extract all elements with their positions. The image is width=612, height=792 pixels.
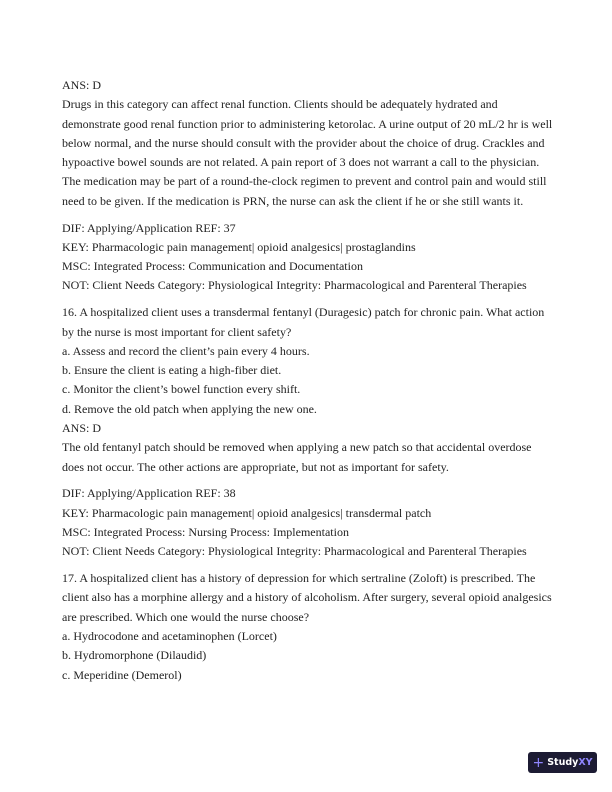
badge-suffix: XY — [578, 757, 593, 768]
option-a: a. Assess and record the client’s pain every 4 hours. — [62, 343, 310, 358]
question-text: 17. A hospitalized client has a history of depression for which sertraline (Zoloft) is prescribed. The client also has a morphine allergy and a history of alcoholism. After surgery, several opioid analgesics are prescribed. Which one would the nurse choose? — [62, 571, 552, 624]
difficulty: DIF: Applying/Application REF: 37 — [62, 220, 236, 235]
keywords: KEY: Pharmacologic pain management| opioid analgesics| transdermal patch — [62, 505, 432, 520]
difficulty: DIF: Applying/Application REF: 38 — [62, 486, 236, 501]
client-needs: NOT: Client Needs Category: Physiological Integrity: Pharmacological and Parenteral Therapies — [62, 544, 527, 559]
studyxy-badge[interactable] — [528, 752, 597, 773]
plus-icon: + — [532, 754, 545, 771]
question-16 — [62, 303, 554, 477]
msc: MSC: Integrated Process: Communication and Documentation — [62, 259, 363, 274]
option-b: b. Hydromorphone (Dilaudid) — [62, 648, 207, 663]
rationale: Drugs in this category can affect renal function. Clients should be adequately hydrated and demonstrate good renal function prior to administering ketorolac. A urine output of 20 mL/2 hr is well below normal, and the nurse should consult with the provider about the choice of drug. Crackles and hypoactive bowel sounds are not related. A pain report of 3 does not warrant a call to the physician. The medication may be part of a round-the-clock regimen to prevent and control pain and would still need to be given. If the medication is PRN, the nurse can ask the client if he or she still wants it. — [62, 97, 553, 208]
question-15-metadata — [62, 219, 554, 296]
option-b: b. Ensure the client is eating a high-fiber diet. — [62, 363, 282, 378]
msc: MSC: Integrated Process: Nursing Process: Implementation — [62, 525, 349, 540]
answer: ANS: D — [62, 78, 102, 92]
rationale: The old fentanyl patch should be removed when applying a new patch so that accidental overdose does not occur. The other actions are appropriate, but not as important for safety. — [62, 440, 532, 474]
answer: ANS: D — [62, 421, 102, 436]
option-d: d. Remove the old patch when applying the new one. — [62, 401, 317, 416]
question-15-answer — [62, 76, 554, 211]
question-text: 16. A hospitalized client uses a transdermal fentanyl (Duragesic) patch for chronic pain. What action by the nurse is most important for client safety? — [62, 305, 545, 339]
question-17 — [62, 569, 554, 685]
option-c: c. Monitor the client’s bowel function every shift. — [62, 382, 301, 397]
badge-prefix: Study — [547, 757, 579, 768]
document-body — [62, 76, 554, 692]
option-a: a. Hydrocodone and acetaminophen (Lorcet) — [62, 629, 277, 644]
option-c: c. Meperidine (Demerol) — [62, 667, 182, 682]
question-16-metadata — [62, 484, 554, 561]
client-needs: NOT: Client Needs Category: Physiological Integrity: Pharmacological and Parenteral Therapies — [62, 278, 527, 293]
keywords: KEY: Pharmacologic pain management| opioid analgesics| prostaglandins — [62, 239, 416, 254]
